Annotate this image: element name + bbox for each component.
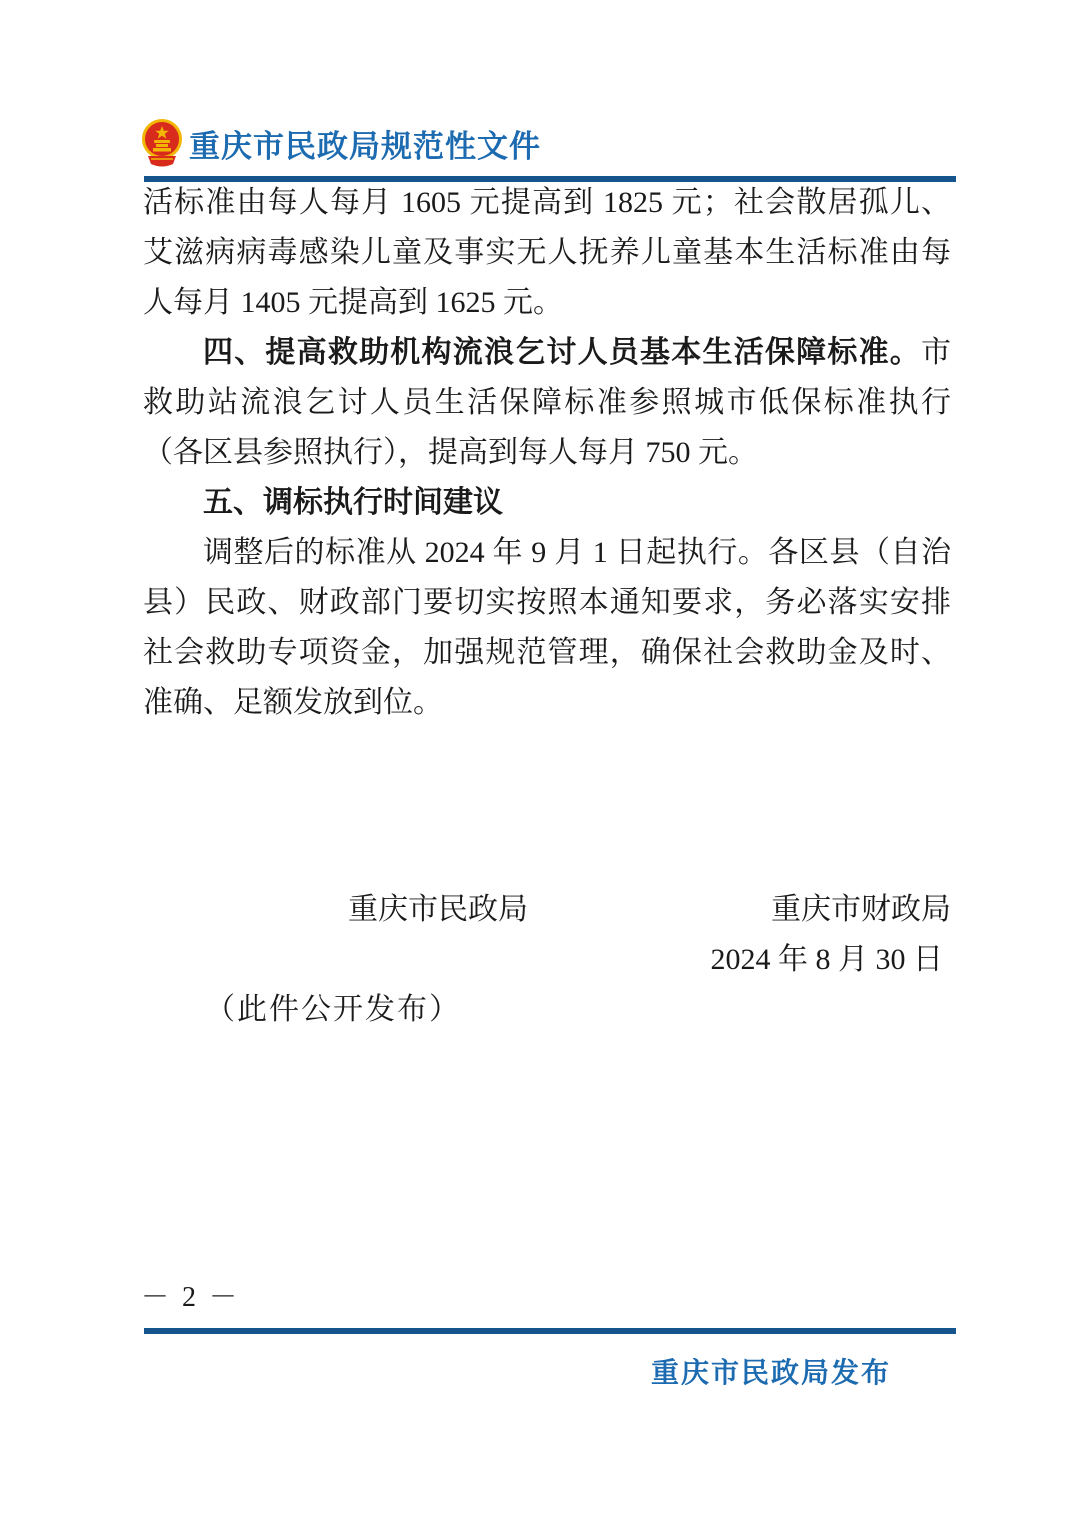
paragraph-continuation: 活标准由每人每月 1605 元提高到 1825 元；社会散居孤儿、艾滋病病毒感染儿童及事实无人抚养儿童基本生活标准由每人每月 1405 元提高到 1625 元。 bbox=[143, 186, 951, 319]
document-body bbox=[143, 178, 951, 728]
document-type-title: 重庆市民政局规范性文件 bbox=[189, 128, 541, 164]
footer-publisher: 重庆市民政局发布 bbox=[650, 1357, 891, 1388]
section-4-heading: 四、提高救助机构流浪乞讨人员基本生活保障标准。 bbox=[203, 336, 921, 369]
document-header bbox=[142, 119, 541, 167]
section-5-heading: 五、调标执行时间建议 bbox=[203, 486, 503, 519]
section-5-text: 调整后的标准从 2024 年 9 月 1 日起执行。各区县（自治县）民政、财政部门要切实按照本通知要求，务必落实安排社会救助专项资金，加强规范管理，确保社会救助金及时、准确、足额发放到位。 bbox=[143, 536, 951, 719]
public-release-note: （此件公开发布） bbox=[205, 993, 461, 1026]
signature-date: 2024 年 8 月 30 日 bbox=[710, 943, 943, 976]
footer-divider-rule bbox=[144, 1328, 956, 1334]
national-emblem-icon bbox=[142, 119, 182, 167]
section-4-paragraph bbox=[143, 328, 951, 478]
section-4-text: 市救助站流浪乞讨人员生活保障标准参照城市低保标准执行（各区县参照执行），提高到每人每月 750 元。 bbox=[143, 336, 951, 469]
signature-org-right: 重庆市财政局 bbox=[771, 893, 951, 926]
signature-org-left: 重庆市民政局 bbox=[348, 893, 528, 926]
signature-orgs-row bbox=[143, 885, 951, 935]
page-number: － 2 － bbox=[141, 1282, 241, 1313]
signature-block bbox=[143, 885, 951, 1035]
